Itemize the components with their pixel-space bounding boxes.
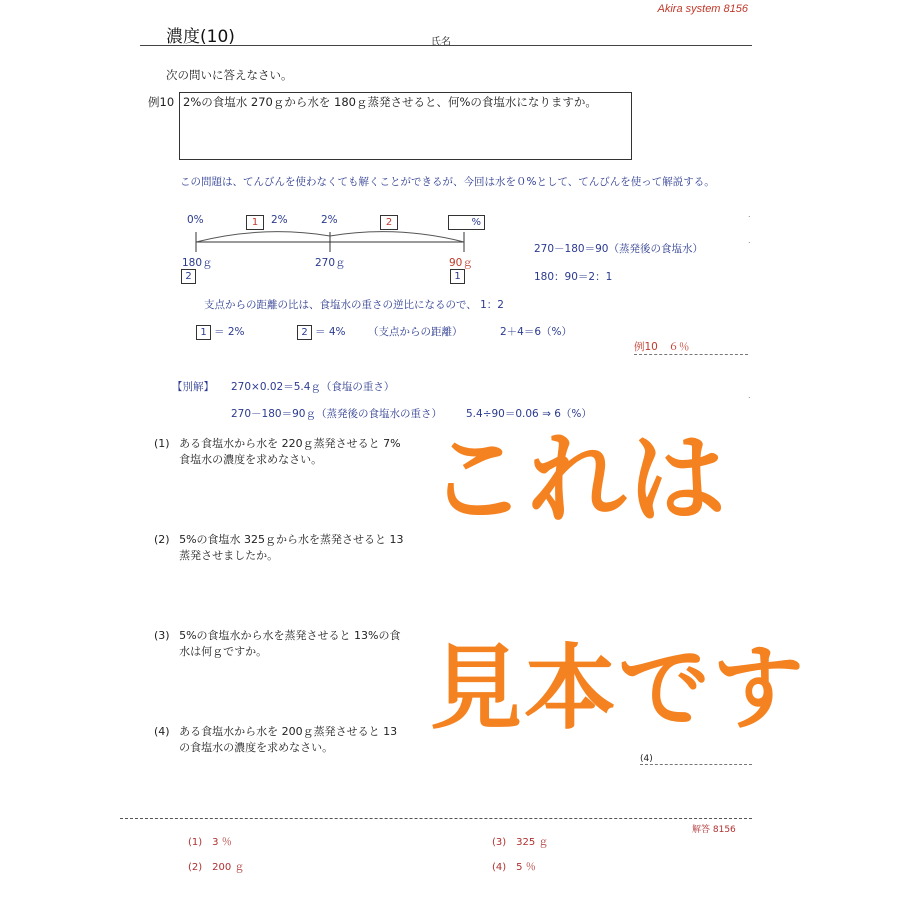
question-number: (4) [154,725,170,738]
distance-eq-2: ＝ 4% [315,326,346,338]
ratio-note: 支点からの距離の比は、食塩水の重さの逆比になるので、 1：2 [204,299,504,311]
balance-arc-left [196,232,330,242]
watermark-line-2: 見本です [430,635,807,742]
name-label: 氏名 [431,37,451,48]
question-text: 蒸発させましたか。 [179,549,279,562]
question-number: (3) [154,629,170,642]
answer-label: 解答 8156 [692,825,736,835]
question-text: 5%の食塩水 325ｇから水を蒸発させると 13 [179,533,404,546]
weight-right: 90ｇ [449,257,473,269]
distance-eq-1: ＝ 2% [214,326,245,338]
balance-mid-pct: 2% [271,214,288,226]
weight-left: 180ｇ [182,257,213,269]
distance-box-1: 1 [196,325,211,340]
margin-dot: . [748,236,751,245]
alt-line-3: 5.4÷90＝0.06 ⇒ 6（%） [466,408,592,420]
distance-box-2: 2 [297,325,312,340]
question-3 [154,628,401,660]
question-4 [154,724,397,756]
q4-answer-line: (4) [640,754,752,765]
example-label: 例10 [148,95,175,109]
answer-3: (3) 325 ｇ [492,837,549,848]
question-text: ある食塩水から水を 220ｇ蒸発させると 7% [179,437,401,450]
margin-dot: . [748,210,751,219]
balance-mid2-pct: 2% [321,214,338,226]
balance-arc-right [330,232,464,242]
alt-line-1: 270×0.02＝5.4ｇ（食塩の重さ） [231,381,395,393]
weight-box-right: 1 [450,269,465,284]
question-text: ある食塩水から水を 200ｇ蒸発させると 13 [179,725,398,738]
question-number: (1) [154,437,170,450]
balance-right-pct-box: % [448,215,485,230]
question-text: 水は何ｇですか。 [179,645,268,658]
question-text: 5%の食塩水から水を蒸発させると 13%の食 [179,629,401,642]
calc-line-1: 270－180＝90（蒸発後の食塩水） [534,243,703,255]
answer-separator [120,818,752,819]
weight-mid: 270ｇ [315,257,346,269]
weight-box-left: 2 [181,269,196,284]
answer-2: (2) 200 ｇ [188,862,245,873]
question-1 [154,436,401,468]
question-number: (2) [154,533,170,546]
watermark-line-1: これは [428,423,729,537]
balance-box-2: 2 [380,215,398,230]
answer-4: (4) 5 ％ [492,862,536,873]
alt-label: 【別解】 [172,381,214,393]
balance-left-pct: 0% [187,214,204,226]
brand-label: Akira system 8156 [657,3,748,15]
solution-note: この問題は、てんびんを使わなくても解くことができるが、今回は水を０%として、てんびんを使って解説する。 [180,176,715,188]
answer-1: (1) 3 ％ [188,837,232,848]
question-text: 食塩水の濃度を求めなさい。 [179,453,323,466]
calc-line-2: 180：90＝2：1 [534,271,613,283]
example-text: 2%の食塩水 270ｇから水を 180ｇ蒸発させると、何%の食塩水になりますか。 [183,95,597,109]
distance-paren: （支点からの距離） [368,326,463,338]
distance-sum: 2＋4＝6（%） [500,326,573,338]
margin-dot: . [748,391,751,400]
question-2 [154,532,404,564]
balance-box-1: 1 [246,215,264,230]
example-answer: 例10 ６％ [634,339,748,355]
instruction: 次の問いに答えなさい。 [166,68,293,82]
page-title: 濃度(10) [166,27,235,47]
alt-line-2: 270－180＝90ｇ（蒸発後の食塩水の重さ） [231,408,442,420]
question-text: の食塩水の濃度を求めなさい。 [179,741,334,754]
